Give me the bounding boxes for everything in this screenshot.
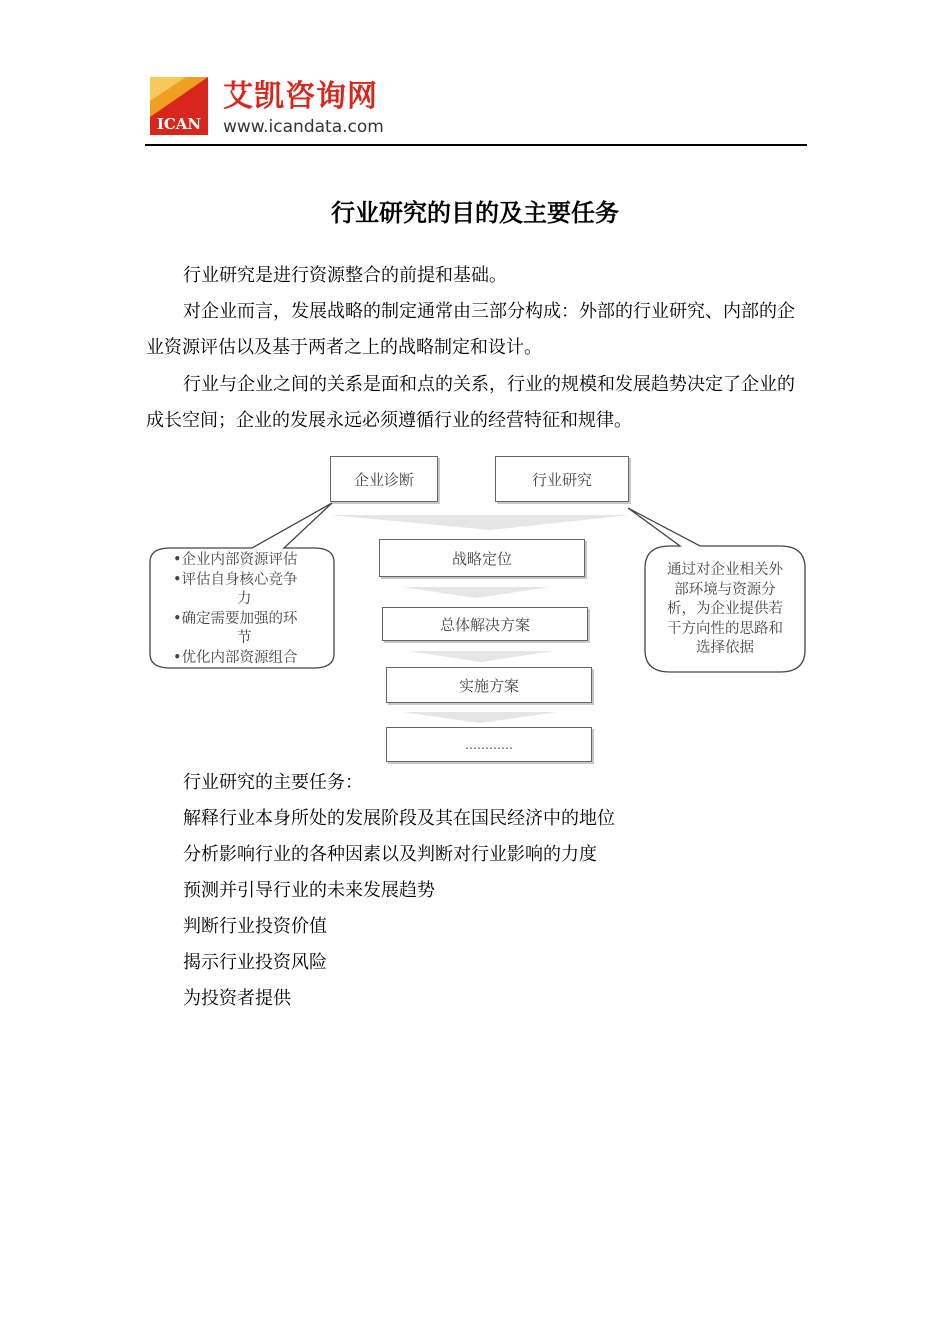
task-item: 解释行业本身所处的发展阶段及其在国民经济中的地位 [183,808,615,829]
box-industry-research: 行业研究 [495,456,629,502]
paragraph-2: 对企业而言，发展战略的制定通常由三部分构成：外部的行业研究、内部的企业资源评估以及基于两者之上的战略制定和设计。 [146,301,795,358]
tasks-heading: 行业研究的主要任务： [183,772,363,793]
task-item: 判断行业投资价值 [183,916,327,937]
page-header [145,72,807,146]
step-arrow-1 [402,587,550,598]
task-item: 揭示行业投资风险 [183,952,327,973]
strategy-diagram [140,450,820,770]
step-arrow-3 [402,712,558,723]
step-strategic-positioning: 战略定位 [379,539,585,577]
step-implementation-plan: 实施方案 [386,667,592,703]
brand-name: 艾凯咨询网 [223,79,378,114]
header-divider [145,144,807,146]
task-item: 为投资者提供 [183,988,291,1009]
right-callout-text: 通过对企业相关外 部环境与资源分 析，为企业提供若 干方向性的思路和 选择依据 [667,562,783,656]
left-callout-text: •企业内部资源评估 •评估自身核心竞争 力 •确定需要加强的环 节 •优化内部资源组合 [173,552,298,666]
page-title: 行业研究的目的及主要任务 [331,198,619,227]
ican-logo [150,77,208,135]
step-arrow-2 [408,651,554,662]
task-item: 预测并引导行业的未来发展趋势 [183,880,435,901]
paragraph-3: 行业与企业之间的关系是面和点的关系，行业的规模和发展趋势决定了企业的成长空间；企业的发展永远必须遵循行业的经营特征和规律。 [146,374,795,431]
paragraph-1: 行业研究是进行资源整合的前提和基础。 [183,265,507,286]
step-ellipsis: ………… [386,727,592,762]
brand-url[interactable]: www.icandata.com [223,117,384,137]
main-down-arrow [330,515,630,530]
box-enterprise-diagnosis: 企业诊断 [330,456,438,502]
logo-text: ICAN [156,115,202,133]
step-overall-solution: 总体解决方案 [382,607,588,641]
task-item: 分析影响行业的各种因素以及判断对行业影响的力度 [183,844,597,865]
